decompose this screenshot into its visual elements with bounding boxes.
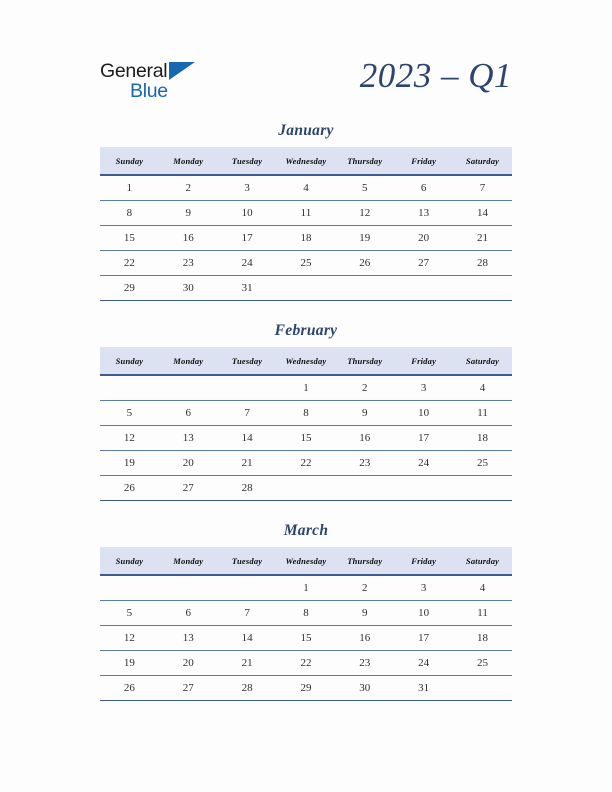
day-cell[interactable]: 8 — [100, 201, 159, 226]
weekday-header-tuesday: Tuesday — [218, 547, 277, 575]
day-cell[interactable]: 6 — [159, 601, 218, 626]
day-cell[interactable]: 16 — [335, 626, 394, 651]
day-cell[interactable]: 15 — [277, 426, 336, 451]
day-cell[interactable]: 4 — [277, 175, 336, 201]
weekday-header-wednesday: Wednesday — [277, 147, 336, 175]
day-cell[interactable]: 23 — [159, 251, 218, 276]
week-row — [100, 175, 512, 201]
week-row — [100, 375, 512, 401]
day-cell-empty — [453, 676, 512, 701]
day-cell[interactable]: 30 — [335, 676, 394, 701]
day-cell[interactable]: 26 — [335, 251, 394, 276]
day-cell[interactable]: 10 — [394, 401, 453, 426]
day-cell[interactable]: 31 — [394, 676, 453, 701]
day-cell[interactable]: 27 — [159, 476, 218, 501]
day-cell[interactable]: 9 — [335, 601, 394, 626]
day-cell[interactable]: 11 — [453, 401, 512, 426]
weekday-header-sunday: Sunday — [100, 147, 159, 175]
day-cell[interactable]: 4 — [453, 575, 512, 601]
weekday-header-friday: Friday — [394, 347, 453, 375]
day-cell[interactable]: 6 — [159, 401, 218, 426]
day-cell[interactable]: 14 — [453, 201, 512, 226]
day-cell[interactable]: 19 — [100, 651, 159, 676]
day-cell[interactable]: 8 — [277, 601, 336, 626]
day-cell-empty — [100, 375, 159, 401]
month-title: March — [283, 522, 329, 539]
day-cell[interactable]: 27 — [394, 251, 453, 276]
day-cell[interactable]: 20 — [159, 651, 218, 676]
weekday-header-row — [100, 347, 512, 375]
day-cell-empty — [453, 476, 512, 501]
day-cell[interactable]: 18 — [453, 626, 512, 651]
week-row — [100, 226, 512, 251]
day-cell[interactable]: 24 — [394, 451, 453, 476]
month-block — [100, 322, 512, 501]
day-cell[interactable]: 1 — [277, 575, 336, 601]
day-cell[interactable]: 26 — [100, 476, 159, 501]
week-row — [100, 676, 512, 701]
day-cell[interactable]: 7 — [218, 601, 277, 626]
week-row — [100, 201, 512, 226]
week-row — [100, 575, 512, 601]
month-title: February — [274, 322, 338, 339]
day-cell[interactable]: 19 — [100, 451, 159, 476]
weekday-header-thursday: Thursday — [335, 147, 394, 175]
day-cell[interactable]: 2 — [335, 575, 394, 601]
month-block — [100, 122, 512, 301]
weekday-header-wednesday: Wednesday — [277, 547, 336, 575]
day-cell[interactable]: 6 — [394, 175, 453, 201]
day-cell-empty — [159, 575, 218, 601]
weekday-header-monday: Monday — [159, 347, 218, 375]
day-cell[interactable]: 5 — [335, 175, 394, 201]
day-cell[interactable]: 30 — [159, 276, 218, 301]
day-cell[interactable]: 28 — [218, 676, 277, 701]
day-cell[interactable]: 25 — [277, 251, 336, 276]
day-cell[interactable]: 10 — [394, 601, 453, 626]
day-cell[interactable]: 16 — [335, 426, 394, 451]
week-row — [100, 626, 512, 651]
logo-text-general: General — [100, 60, 168, 82]
day-cell[interactable]: 21 — [453, 226, 512, 251]
day-cell-empty — [159, 375, 218, 401]
day-cell-empty — [277, 476, 336, 501]
day-cell[interactable]: 10 — [218, 201, 277, 226]
weekday-header-friday: Friday — [394, 147, 453, 175]
day-cell[interactable]: 20 — [159, 451, 218, 476]
day-cell[interactable]: 14 — [218, 426, 277, 451]
month-title: January — [278, 122, 334, 139]
day-cell[interactable]: 2 — [159, 175, 218, 201]
day-cell[interactable]: 15 — [277, 626, 336, 651]
day-cell[interactable]: 14 — [218, 626, 277, 651]
day-cell[interactable]: 18 — [453, 426, 512, 451]
day-cell[interactable]: 12 — [100, 426, 159, 451]
day-cell[interactable]: 9 — [335, 401, 394, 426]
day-cell-empty — [335, 476, 394, 501]
day-cell[interactable]: 15 — [100, 226, 159, 251]
page-header — [100, 56, 512, 112]
logo-text-blue: Blue — [130, 80, 168, 102]
day-cell[interactable]: 27 — [159, 676, 218, 701]
triangle-icon — [169, 62, 195, 80]
day-cell[interactable]: 19 — [335, 226, 394, 251]
day-cell-empty — [100, 575, 159, 601]
day-cell-empty — [453, 276, 512, 301]
day-cell[interactable]: 3 — [394, 375, 453, 401]
day-cell-empty — [277, 276, 336, 301]
day-cell[interactable]: 21 — [218, 651, 277, 676]
week-row — [100, 401, 512, 426]
weekday-header-row — [100, 147, 512, 175]
day-cell[interactable]: 7 — [218, 401, 277, 426]
weekday-header-monday: Monday — [159, 147, 218, 175]
day-cell[interactable]: 3 — [394, 575, 453, 601]
page-title: 2023 – Q1 — [359, 56, 512, 95]
day-cell-empty — [335, 276, 394, 301]
day-cell[interactable]: 8 — [277, 401, 336, 426]
day-cell-empty — [218, 575, 277, 601]
weekday-header-saturday: Saturday — [453, 347, 512, 375]
day-cell[interactable]: 25 — [453, 651, 512, 676]
day-cell[interactable]: 4 — [453, 375, 512, 401]
day-cell[interactable]: 5 — [100, 601, 159, 626]
weekday-header-tuesday: Tuesday — [218, 347, 277, 375]
day-cell[interactable]: 20 — [394, 226, 453, 251]
weekday-header-thursday: Thursday — [335, 547, 394, 575]
day-cell[interactable]: 28 — [453, 251, 512, 276]
day-cell[interactable]: 17 — [394, 426, 453, 451]
calendar-table — [100, 547, 512, 701]
month-block — [100, 522, 512, 701]
weekday-header-sunday: Sunday — [100, 547, 159, 575]
day-cell[interactable]: 24 — [394, 651, 453, 676]
day-cell[interactable]: 25 — [453, 451, 512, 476]
day-cell[interactable]: 13 — [159, 426, 218, 451]
day-cell[interactable]: 29 — [100, 276, 159, 301]
day-cell[interactable]: 17 — [394, 626, 453, 651]
weekday-header-saturday: Saturday — [453, 147, 512, 175]
day-cell[interactable]: 12 — [100, 626, 159, 651]
day-cell[interactable]: 29 — [277, 676, 336, 701]
day-cell-empty — [394, 476, 453, 501]
weekday-header-saturday: Saturday — [453, 547, 512, 575]
day-cell[interactable]: 12 — [335, 201, 394, 226]
weekday-header-monday: Monday — [159, 547, 218, 575]
day-cell[interactable]: 13 — [159, 626, 218, 651]
day-cell[interactable]: 21 — [218, 451, 277, 476]
week-row — [100, 251, 512, 276]
day-cell[interactable]: 7 — [453, 175, 512, 201]
weekday-header-row — [100, 547, 512, 575]
day-cell[interactable]: 22 — [277, 651, 336, 676]
day-cell[interactable]: 28 — [218, 476, 277, 501]
week-row — [100, 651, 512, 676]
weekday-header-tuesday: Tuesday — [218, 147, 277, 175]
day-cell[interactable]: 26 — [100, 676, 159, 701]
day-cell[interactable]: 11 — [277, 201, 336, 226]
day-cell[interactable]: 22 — [100, 251, 159, 276]
weekday-header-friday: Friday — [394, 547, 453, 575]
day-cell-empty — [218, 375, 277, 401]
day-cell[interactable]: 5 — [100, 401, 159, 426]
weekday-header-thursday: Thursday — [335, 347, 394, 375]
day-cell[interactable]: 17 — [218, 226, 277, 251]
day-cell[interactable]: 9 — [159, 201, 218, 226]
weekday-header-sunday: Sunday — [100, 347, 159, 375]
day-cell[interactable]: 18 — [277, 226, 336, 251]
day-cell[interactable]: 16 — [159, 226, 218, 251]
day-cell[interactable]: 1 — [100, 175, 159, 201]
calendar-table — [100, 347, 512, 501]
day-cell[interactable]: 1 — [277, 375, 336, 401]
weekday-header-wednesday: Wednesday — [277, 347, 336, 375]
general-blue-logo — [100, 60, 220, 106]
day-cell-empty — [394, 276, 453, 301]
week-row — [100, 426, 512, 451]
day-cell[interactable]: 3 — [218, 175, 277, 201]
day-cell[interactable]: 13 — [394, 201, 453, 226]
day-cell[interactable]: 22 — [277, 451, 336, 476]
week-row — [100, 276, 512, 301]
day-cell[interactable]: 24 — [218, 251, 277, 276]
day-cell[interactable]: 23 — [335, 451, 394, 476]
months-container — [100, 122, 512, 722]
week-row — [100, 601, 512, 626]
day-cell[interactable]: 31 — [218, 276, 277, 301]
week-row — [100, 476, 512, 501]
week-row — [100, 451, 512, 476]
day-cell[interactable]: 11 — [453, 601, 512, 626]
calendar-table — [100, 147, 512, 301]
day-cell[interactable]: 23 — [335, 651, 394, 676]
day-cell[interactable]: 2 — [335, 375, 394, 401]
